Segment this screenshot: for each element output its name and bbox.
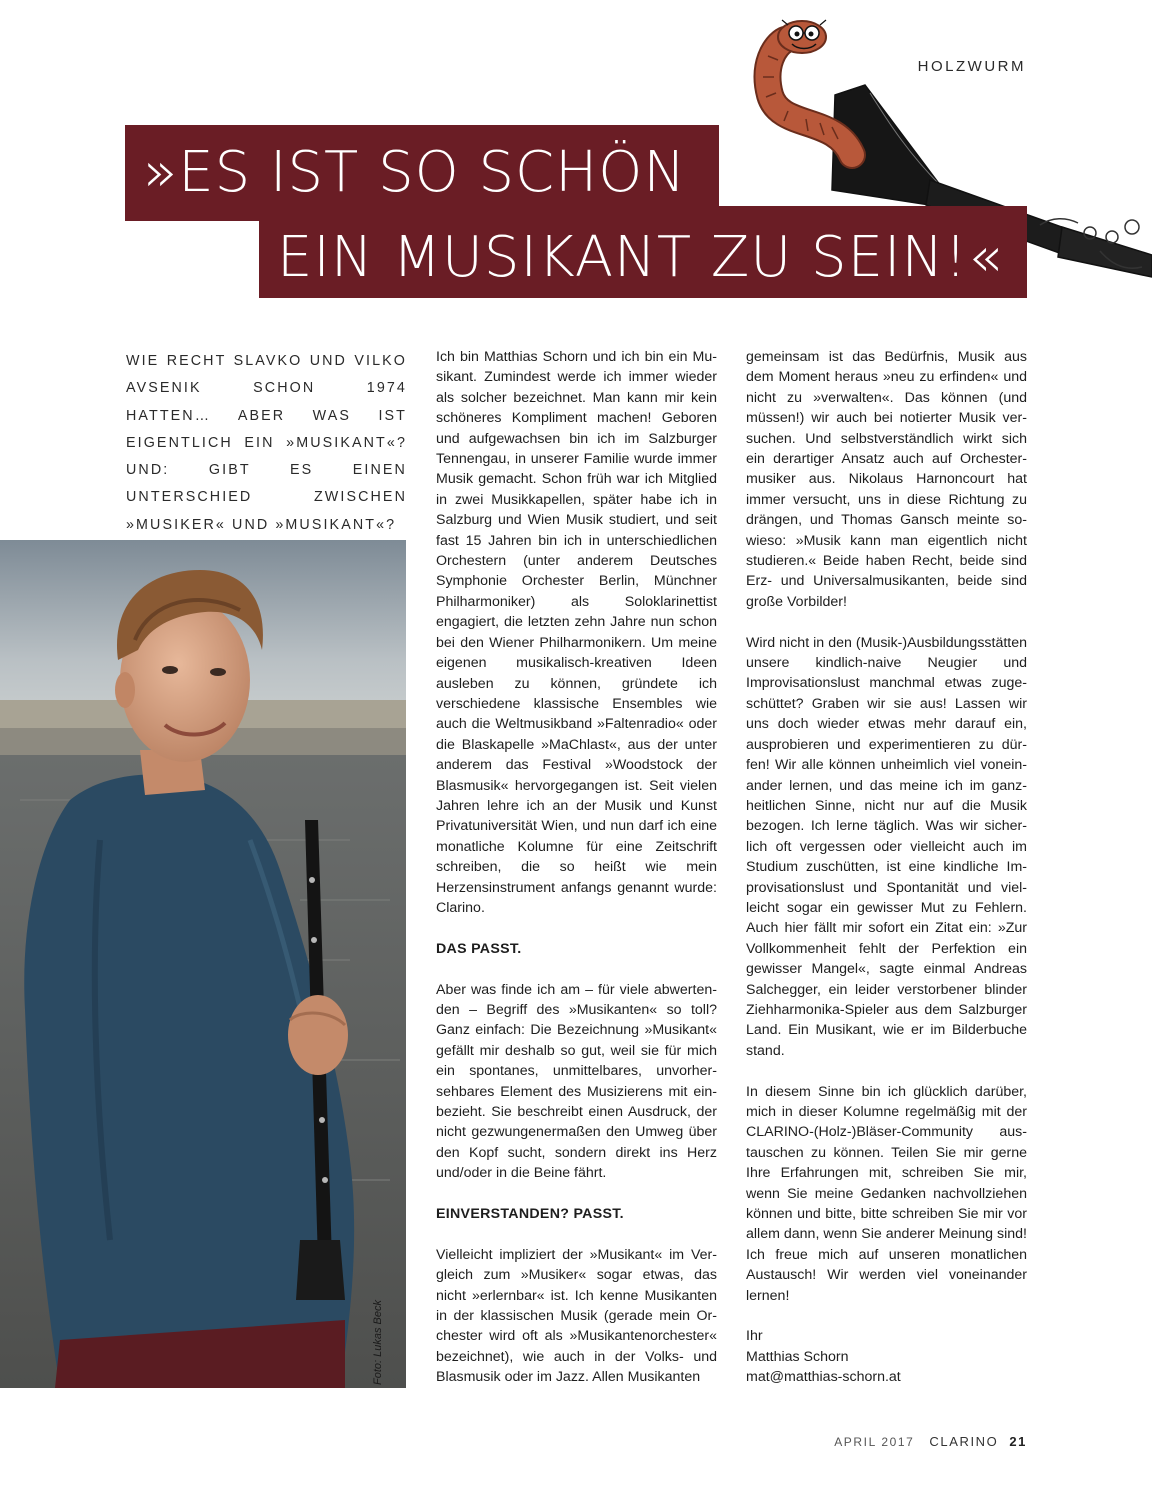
subheading: DAS PASST.	[436, 940, 522, 957]
headline-line-2	[259, 206, 1027, 298]
signature	[746, 1326, 1027, 1387]
intro-teaser: WIE RECHT SLAVKO UND VILKO AVSENIK SCHON 1974 HATTEN… ABER WAS IST EIGENTLICH EIN »MUSIKANT«? UND: GIBT ES EINEN UNTERSCHIED ZWISCHEN »MUSIKER« UND »MUSIKANT«?	[126, 353, 407, 533]
magazine-name: CLARINO	[929, 1434, 999, 1449]
paragraph: Ich bin Matthias Schorn und ich bin ein Musikant. Zumindest werde ich immer wieder als solcher bezeichnet. Man kann mir kein schöneres Kompliment machen! Geboren und aufgewachsen bin ich im Salzburger Tennengau, in unserer Familie wurde immer Musik gemacht. Schon früh war ich Mitglied in zwei Musikkapellen, später habe ich in Salzburg und Wien Musik studiert, und seit fast 15 Jahren bin ich in unterschiedlichen Orchestern (unter anderem Deutsches Symphonie Orchester Berlin, Münchner Philharmoniker) als Soloklarinettist engagiert, die letzten zehn Jahre nun schon bei den Wiener Philharmonikern. Um meine eigenen musikalisch-kreativen Ideen ausleben zu können, gründete ich verschiedene klassische Ensembles wie auch die Weltmusikband »Faltenradio« oder die Blaskapelle »MaChlast«, aus der unter anderem das Festival »Woodstock der Blasmusik« hervorgegangen ist. Seit vielen Jahren lehre ich an der Musik und Kunst Privatuniversität Wien, und nun darf ich eine monatliche Kolumne für eine Zeitschrift schreiben, die so heißt wie mein Herzensinstrument anfangs genannt wurde: Clarino.	[436, 349, 717, 916]
photo-credit: Foto: Lukas Beck	[372, 1300, 384, 1385]
author-name: Matthias Schorn	[746, 1348, 849, 1365]
paragraph: In diesem Sinne bin ich glücklich darüber, mich in dieser Kolumne regelmäßig mit der CLARINO-(Holz-)Bläser-Community austauschen zu können. Teilen Sie mir gerne Ihre Erfahrungen mit, schreiben Sie mir, wenn Sie meine Gedanken nachvollziehen können und bitte, bitte schreiben Sie mir vor allem dann, wenn Sie anderer Meinung sind! Ich freue mich auf unseren monatlichen Austausch! Wir werden viel voneinander lernen!	[746, 1083, 1027, 1304]
headline-text-2: EIN MUSIKANT ZU SEIN!«	[277, 225, 1004, 290]
worm-illustration	[763, 20, 852, 155]
paragraph: Aber was finde ich am – für viele abwertenden – Begriff des »Musikanten« so toll? Ganz einfach: Die Bezeichnung »Musikant« gefällt mir deshalb so gut, weil sie für mich ein spontanes, unmittelbares, unvorhersehbares Element des Musizierens mit einbezieht. Sie beschreibt einen Ausdruck, der nicht gezwungenermaßen den Umweg über den Kopf sucht, sondern direkt ins Herz und/oder in die Beine fährt.	[436, 981, 717, 1182]
page-footer	[834, 1434, 1027, 1449]
musician-photo	[0, 540, 406, 1388]
article-column-1	[436, 347, 717, 1388]
headline-text-1: »ES IST SO SCHÖN	[143, 140, 687, 205]
page-number: 21	[1009, 1434, 1027, 1449]
section-label: HOLZWURM	[917, 58, 1026, 75]
paragraph: gemeinsam ist das Bedürfnis, Musik aus dem Moment heraus »neu zu erfinden« und nicht zu »verwalten«. Das können (und müssen!) wir auch bei notierter Musik versuchen. Und selbstverständlich wirkt sich ein derartiger Ansatz auch auf Orchestermusiker aus. Nikolaus Harnoncourt hat immer versucht, uns in diese Richtung zu drängen, und Thomas Gansch meinte sowieso: »Musik kann man eigentlich nicht studieren.« Beide haben Recht, beide sind Erz- und Universalmusikanten, beide sind große Vorbilder!	[746, 349, 1027, 610]
issue-date: APRIL 2017	[834, 1435, 915, 1449]
article-column-2	[746, 347, 1027, 1388]
subheading: EINVERSTANDEN? PASST.	[436, 1206, 624, 1223]
signature-greeting: Ihr	[746, 1328, 763, 1345]
paragraph: Wird nicht in den (Musik-)Ausbildungsstätten unsere kindlich-naive Neugier und Improvisationslust manchmal etwas zugeschüttet? Graben wir sie aus! Lassen wir uns doch wieder etwas mehr darauf ein, ausprobieren und experimentieren zu dürfen! Wir alle können unheimlich viel voneinander lernen, und das meine ich im ganzheitlichen Sinne, nicht nur auf die Musik bezogen. Ich lerne täglich. Was wir sicherlich oft vergessen oder vielleicht auch im Studium zuschütten, ist eine kindliche Improvisationslust und Spontanität und vielleicht sogar ein gewisser Mut zu Fehlern. Auch hier fällt mir sofort ein Zitat ein: »Zur Vollkommenheit fehlt der Perfektion ein gewisser Mangel«, sagte einmal Andreas Salchegger, ein leider verstorbener blinder Ziehharmonika-Spieler aus dem Salzburger Land. Ein Musikant, wie er im Bilderbuche stand.	[746, 634, 1027, 1059]
paragraph: Vielleicht impliziert der »Musikant« im Vergleich zum »Musiker« sogar etwas, das nicht »erlernbar« ist. Ich kenne Musikanten in der klassischen Musik (gerade mein Orchester wird oft als »Musikantenorchester« bezeichnet), wie auch in der Volks- und Blasmusik oder im Jazz. Allen Musikanten	[436, 1246, 717, 1386]
author-email[interactable]: mat@matthias-schorn.at	[746, 1369, 901, 1386]
